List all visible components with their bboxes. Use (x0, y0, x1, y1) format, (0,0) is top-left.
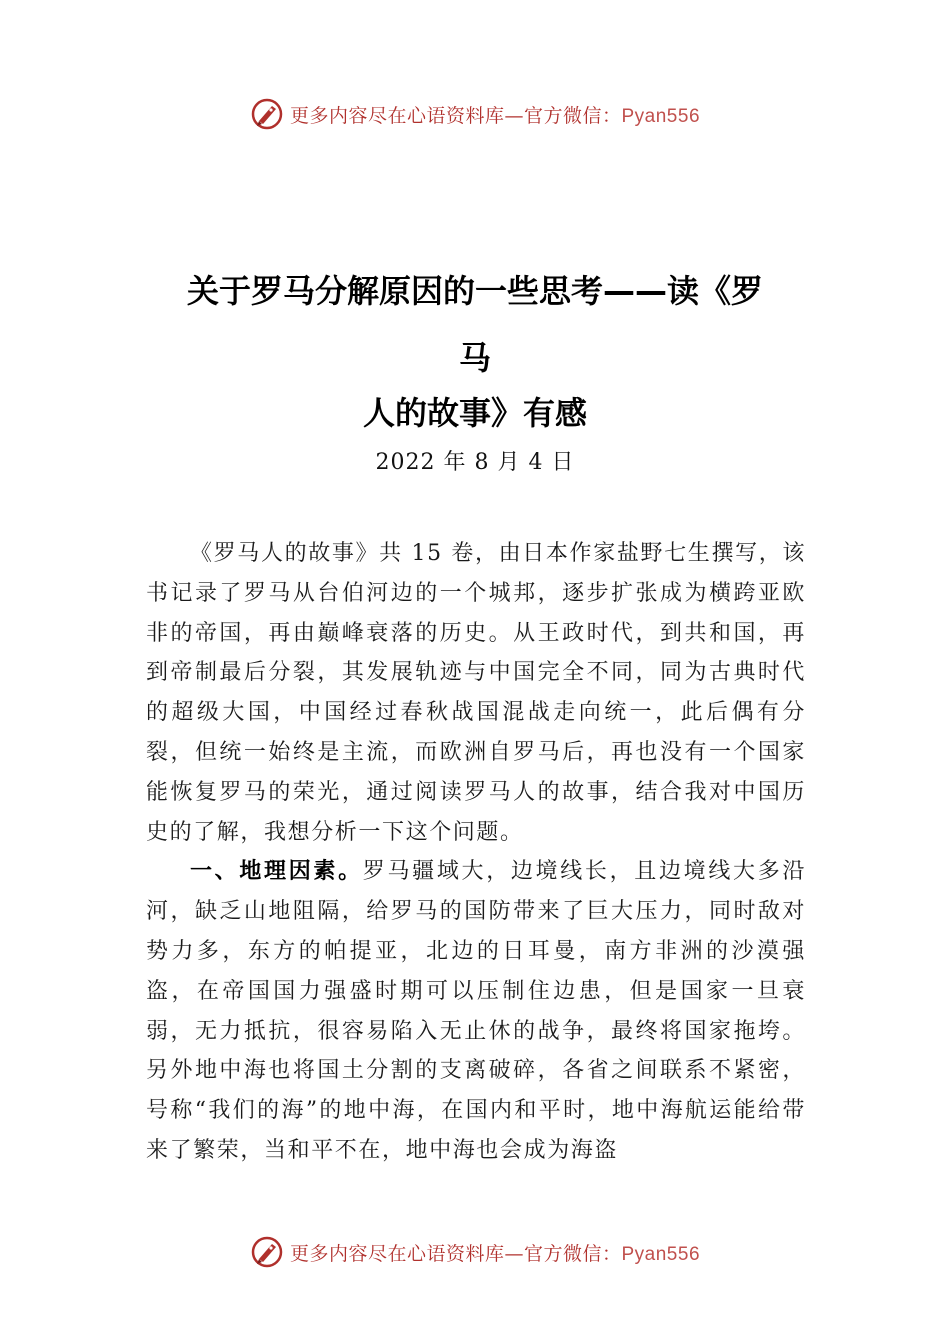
footer-banner (0, 1232, 950, 1272)
header-banner-text: 更多内容尽在心语资料库—官方微信：Pyan556 (289, 104, 701, 127)
header-wechat-id: Pyan556 (621, 105, 701, 127)
page-title-line-3: 人的故事》有感 (362, 394, 587, 432)
pen-nib-logo-icon (250, 97, 284, 131)
section-heading-geography: 一、地理因素。 (190, 859, 363, 885)
pen-nib-logo-icon (250, 1235, 284, 1269)
paragraph-intro-text: 《罗马人的故事》共 15 卷，由日本作家盐野七生撰写，该书记录了罗马从台伯河边的一个城邦，逐步扩张成为横跨亚欧非的帝国，再由巅峰衰落的历史。从王政时代，到共和国，再到帝制最后分裂，其发展轨迹与中国完全不同，同为古典时代的超级大国，中国经过春秋战国混战走向统一，此后偶有分裂，但统一始终是主流，而欧洲自罗马后，再也没有一个国家能恢复罗马的荣光，通过阅读罗马人的故事，结合我对中国历史的了解，我想分析一下这个问题。 (146, 541, 806, 845)
document-date: 2022 年 8 月 4 日 (375, 450, 575, 475)
footer-banner-text: 更多内容尽在心语资料库—官方微信：Pyan556 (289, 1242, 701, 1265)
page-title-line-2: 马 (458, 339, 491, 377)
article-body (146, 534, 806, 1171)
page-title-line-1: 关于罗马分解原因的一些思考——读《罗 (186, 272, 763, 310)
paragraph-intro (146, 534, 806, 852)
footer-wechat-id: Pyan556 (621, 1243, 701, 1265)
paragraph-geography-text: 罗马疆域大，边境线长，且边境线大多沿河，缺乏山地阻隔，给罗马的国防带来了巨大压力，同时敌对势力多，东方的帕提亚，北边的日耳曼，南方非洲的沙漠强盗，在帝国国力强盛时期可以压制住边患，但是国家一旦衰弱，无力抵抗，很容易陷入无止休的战争，最终将国家拖垮。另外地中海也将国土分割的支离破碎，各省之间联系不紧密，号称“我们的海”的地中海，在国内和平时，地中海航运能给带来了繁荣，当和平不在，地中海也会成为海盗 (146, 859, 806, 1163)
paragraph-geography (146, 852, 806, 1170)
header-banner (0, 94, 950, 134)
